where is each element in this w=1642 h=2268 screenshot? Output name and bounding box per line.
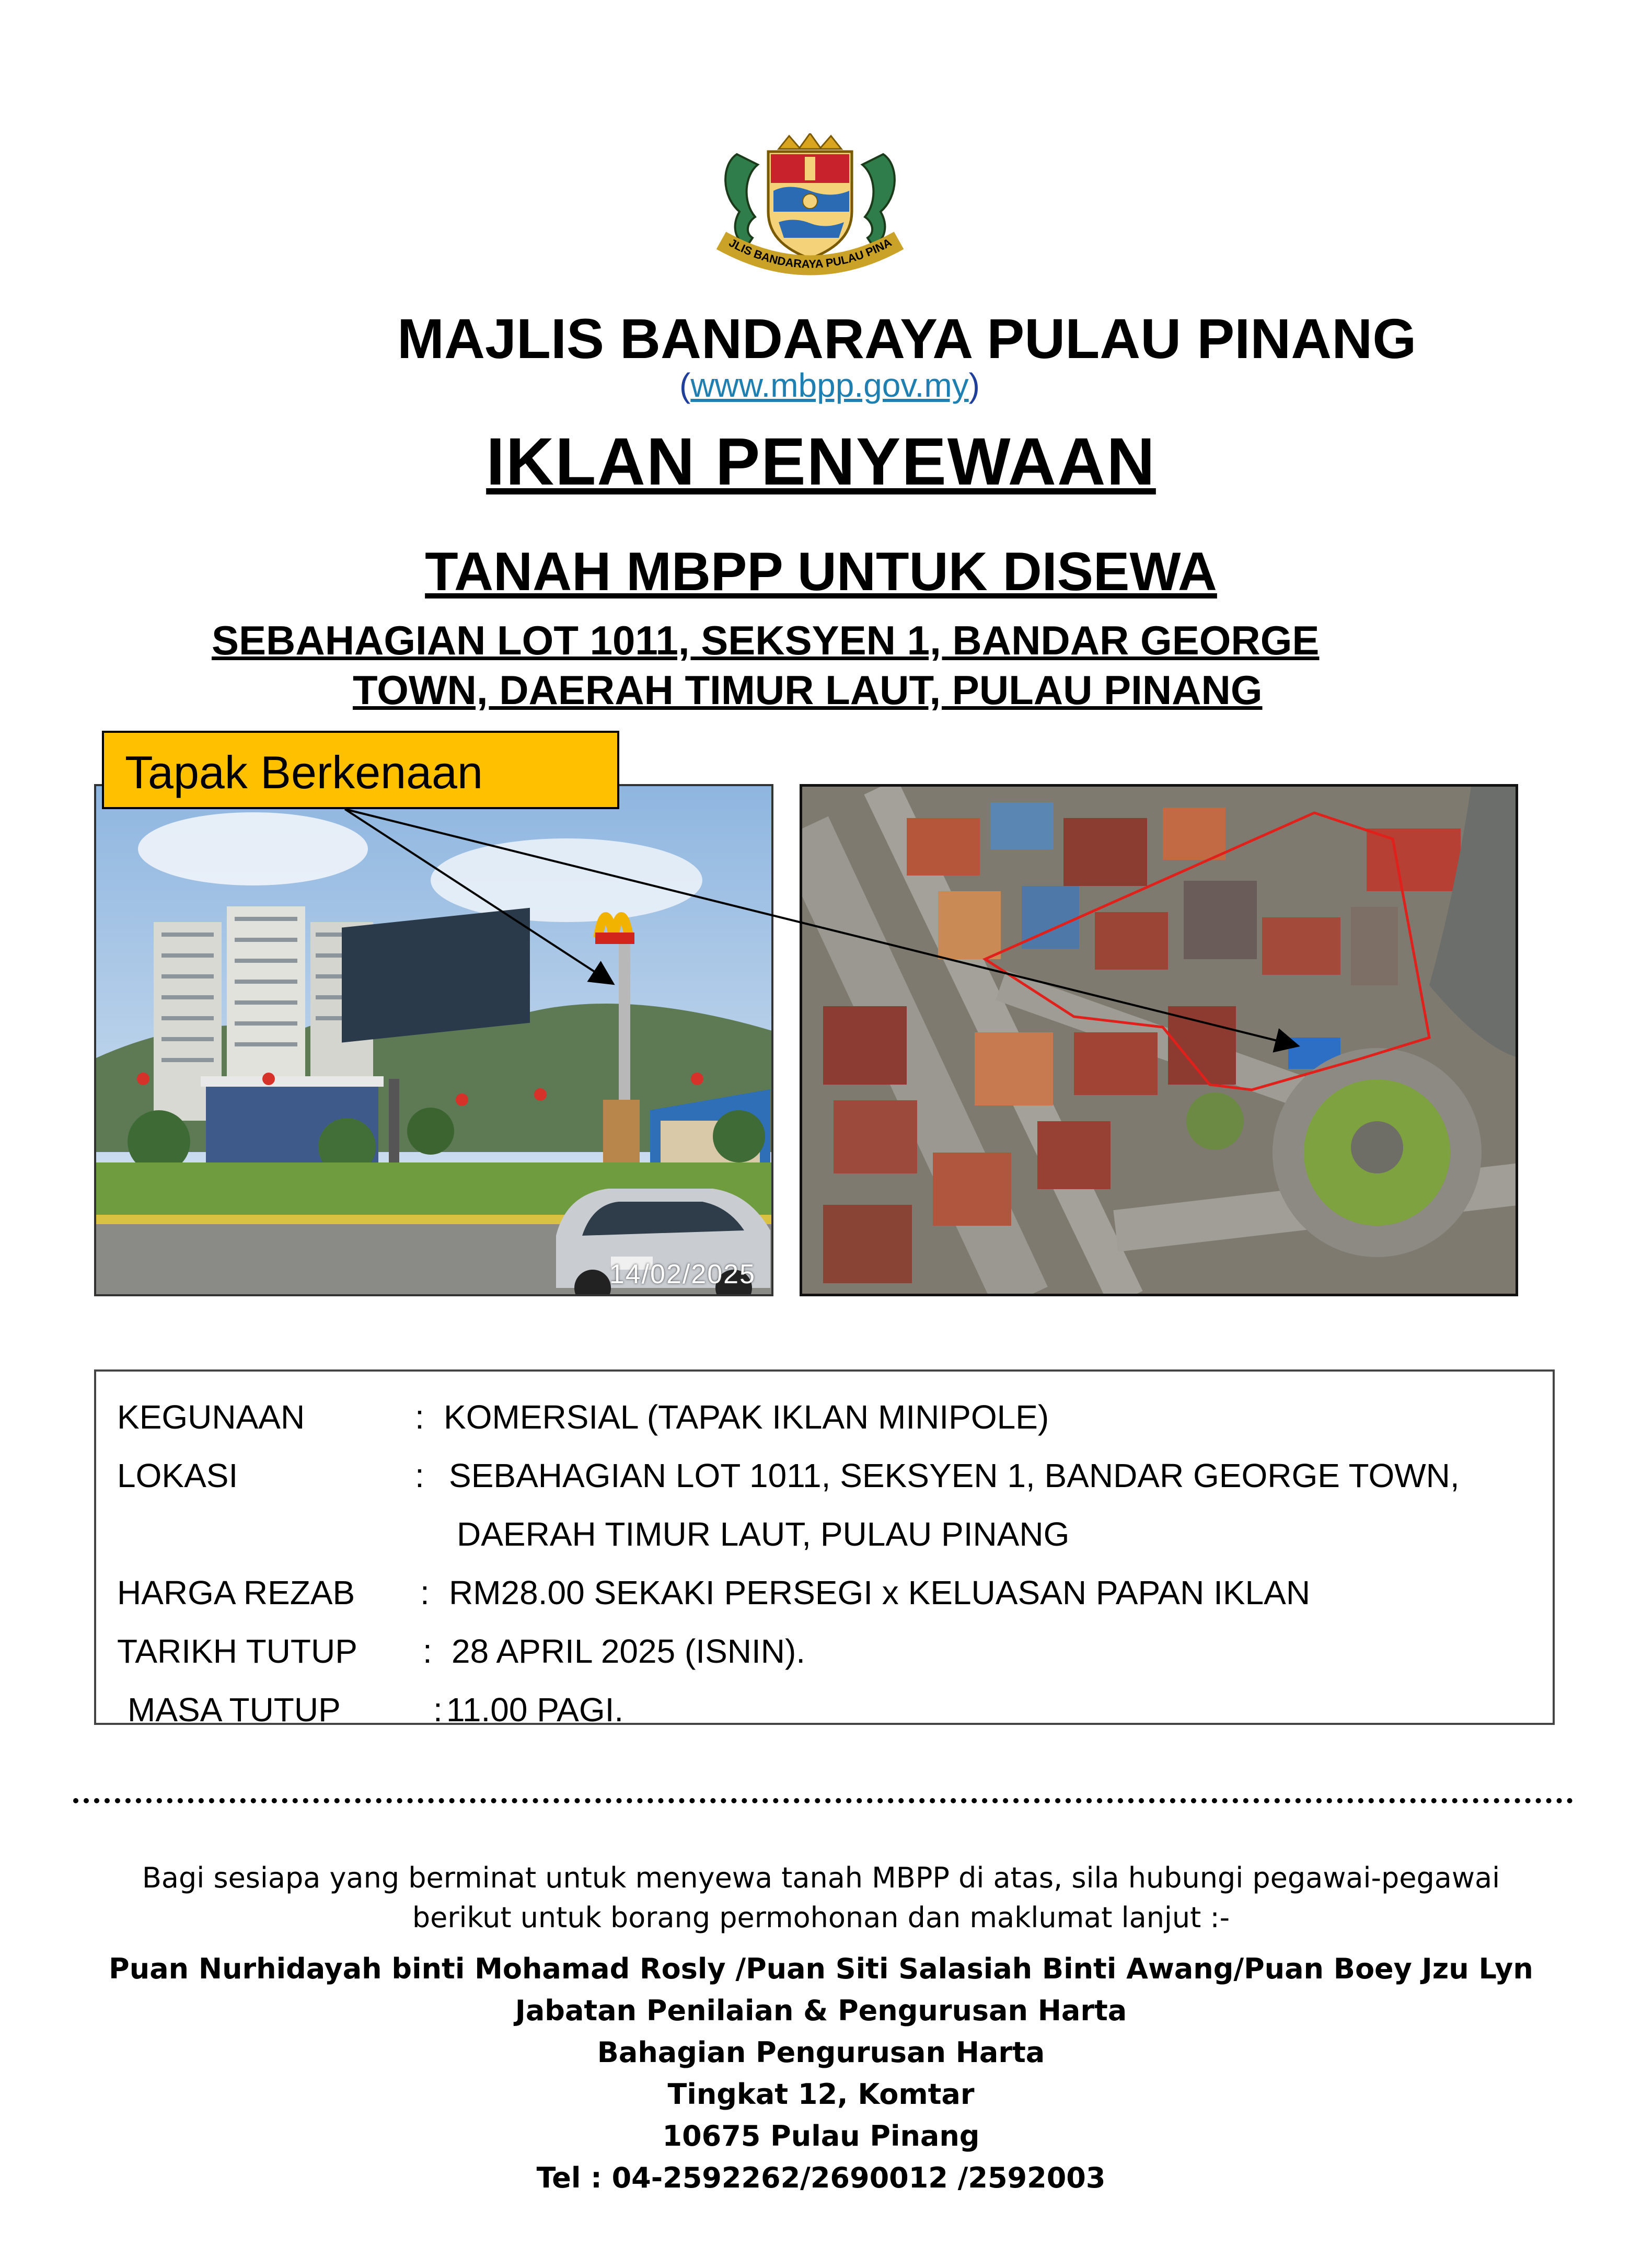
info-label: KEGUNAAN <box>117 1398 305 1436</box>
advert-subtitle: TANAH MBPP UNTUK DISEWA <box>425 542 1217 602</box>
arrow-to-aerial-map <box>345 809 1296 1045</box>
website-open-paren: ( <box>679 366 691 404</box>
contact-intro <box>0 1858 1642 1938</box>
contact-intro-text: Bagi sesiapa yang berminat untuk menyewa tanah MBPP di atas, sila hubungi pegawai-pegawai berikut untuk borang permohonan dan maklumat lanjut :- <box>142 1861 1500 1934</box>
info-label: TARIKH TUTUP <box>117 1632 357 1670</box>
info-value: 11.00 PAGI. <box>446 1691 624 1729</box>
organization-name: MAJLIS BANDARAYA PULAU PINANG <box>397 307 1417 370</box>
contact-officer-names: Puan Nurhidayah binti Mohamad Rosly /Puan Siti Salasiah Binti Awang/Puan Boey Jzu Lyn <box>109 1952 1533 1985</box>
info-colon: : <box>415 1398 424 1436</box>
info-value: DAERAH TIMUR LAUT, PULAU PINANG <box>457 1515 1070 1553</box>
contact-division: Bahagian Pengurusan Harta <box>597 2036 1045 2069</box>
dotted-divider <box>73 1798 1573 1803</box>
info-value: 28 APRIL 2025 (ISNIN). <box>452 1632 806 1670</box>
info-label: LOKASI <box>117 1457 238 1494</box>
info-value: KOMERSIAL (TAPAK IKLAN MINIPOLE) <box>444 1398 1049 1436</box>
info-colon: : <box>423 1632 432 1670</box>
photo-date-stamp: 14/02/2025 <box>609 1259 756 1290</box>
info-label: HARGA REZAB <box>117 1574 355 1611</box>
info-colon: : <box>420 1574 430 1611</box>
contact-telephone[interactable]: Tel : 04-2592262/2690012 /2592003 <box>536 2161 1106 2194</box>
info-value: RM28.00 SEKAKI PERSEGI x KELUASAN PAPAN IKLAN <box>449 1574 1311 1611</box>
contact-department: Jabatan Penilaian & Pengurusan Harta <box>515 1994 1127 2027</box>
crest-ribbon-text: JLIS BANDARAYA PULAU PINA <box>726 235 894 271</box>
lot-description-line-1: SEBAHAGIAN LOT 1011, SEKSYEN 1, BANDAR GEORGE <box>212 617 1320 663</box>
info-label: MASA TUTUP <box>128 1691 341 1729</box>
contact-floor: Tingkat 12, Komtar <box>667 2078 975 2111</box>
info-colon: : <box>433 1691 443 1729</box>
rental-details-box <box>94 1369 1555 1729</box>
info-colon: : <box>415 1457 424 1494</box>
website-link[interactable]: www.mbpp.gov.my <box>690 366 969 404</box>
advert-title: IKLAN PENYEWAAN <box>486 424 1156 499</box>
info-value: SEBAHAGIAN LOT 1011, SEKSYEN 1, BANDAR GEORGE TOWN, <box>449 1457 1460 1494</box>
website-close-paren: ) <box>968 366 980 404</box>
contact-postcode: 10675 Pulau Pinang <box>662 2120 980 2152</box>
site-label-text: Tapak Berkenaan <box>125 746 483 798</box>
arrow-to-street-photo <box>345 809 611 983</box>
lot-description-line-2: TOWN, DAERAH TIMUR LAUT, PULAU PINANG <box>353 667 1263 713</box>
